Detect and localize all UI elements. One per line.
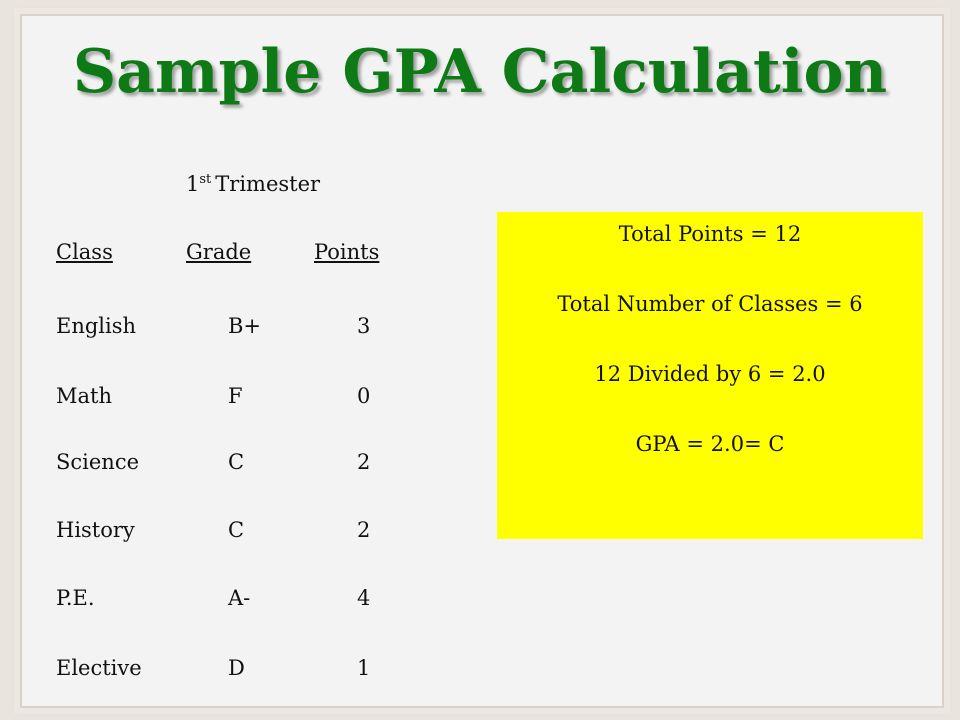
- row-points: 2: [357, 518, 371, 542]
- table-row: [0, 656, 480, 686]
- row-class: P.E.: [56, 586, 95, 610]
- row-grade: A-: [228, 586, 251, 610]
- table-row: [0, 518, 480, 548]
- total-classes-line: Total Number of Classes = 6: [557, 292, 863, 316]
- row-grade: F: [228, 384, 243, 408]
- row-class: English: [56, 314, 137, 338]
- row-class: History: [56, 518, 135, 542]
- row-points: 4: [357, 586, 371, 610]
- row-class: Science: [56, 450, 140, 474]
- trimester-label: Trimester: [215, 172, 321, 196]
- table-row: [0, 384, 480, 414]
- header-grade: Grade: [186, 240, 252, 264]
- row-grade: B+: [228, 314, 262, 338]
- row-grade: C: [228, 518, 245, 542]
- table-header-row: [0, 240, 480, 270]
- division-line: 12 Divided by 6 = 2.0: [594, 362, 826, 386]
- gpa-summary-box: [497, 212, 923, 539]
- trimester-number: 1: [186, 172, 200, 196]
- header-class: Class: [56, 240, 113, 264]
- row-grade: D: [228, 656, 245, 680]
- row-grade: C: [228, 450, 245, 474]
- gpa-result-line: GPA = 2.0= C: [635, 432, 785, 456]
- row-class: Math: [56, 384, 112, 408]
- row-points: 2: [357, 450, 371, 474]
- table-row: [0, 586, 480, 616]
- row-points: 3: [357, 314, 371, 338]
- row-class: Elective: [56, 656, 142, 680]
- table-row: [0, 314, 480, 344]
- header-points: Points: [314, 240, 380, 264]
- trimester-heading: [186, 172, 320, 196]
- row-points: 1: [357, 656, 371, 680]
- table-row: [0, 450, 480, 480]
- trimester-suffix: st: [199, 172, 212, 187]
- total-points-line: Total Points = 12: [618, 222, 802, 246]
- slide-title: Sample GPA Calculation: [72, 37, 888, 107]
- row-points: 0: [357, 384, 371, 408]
